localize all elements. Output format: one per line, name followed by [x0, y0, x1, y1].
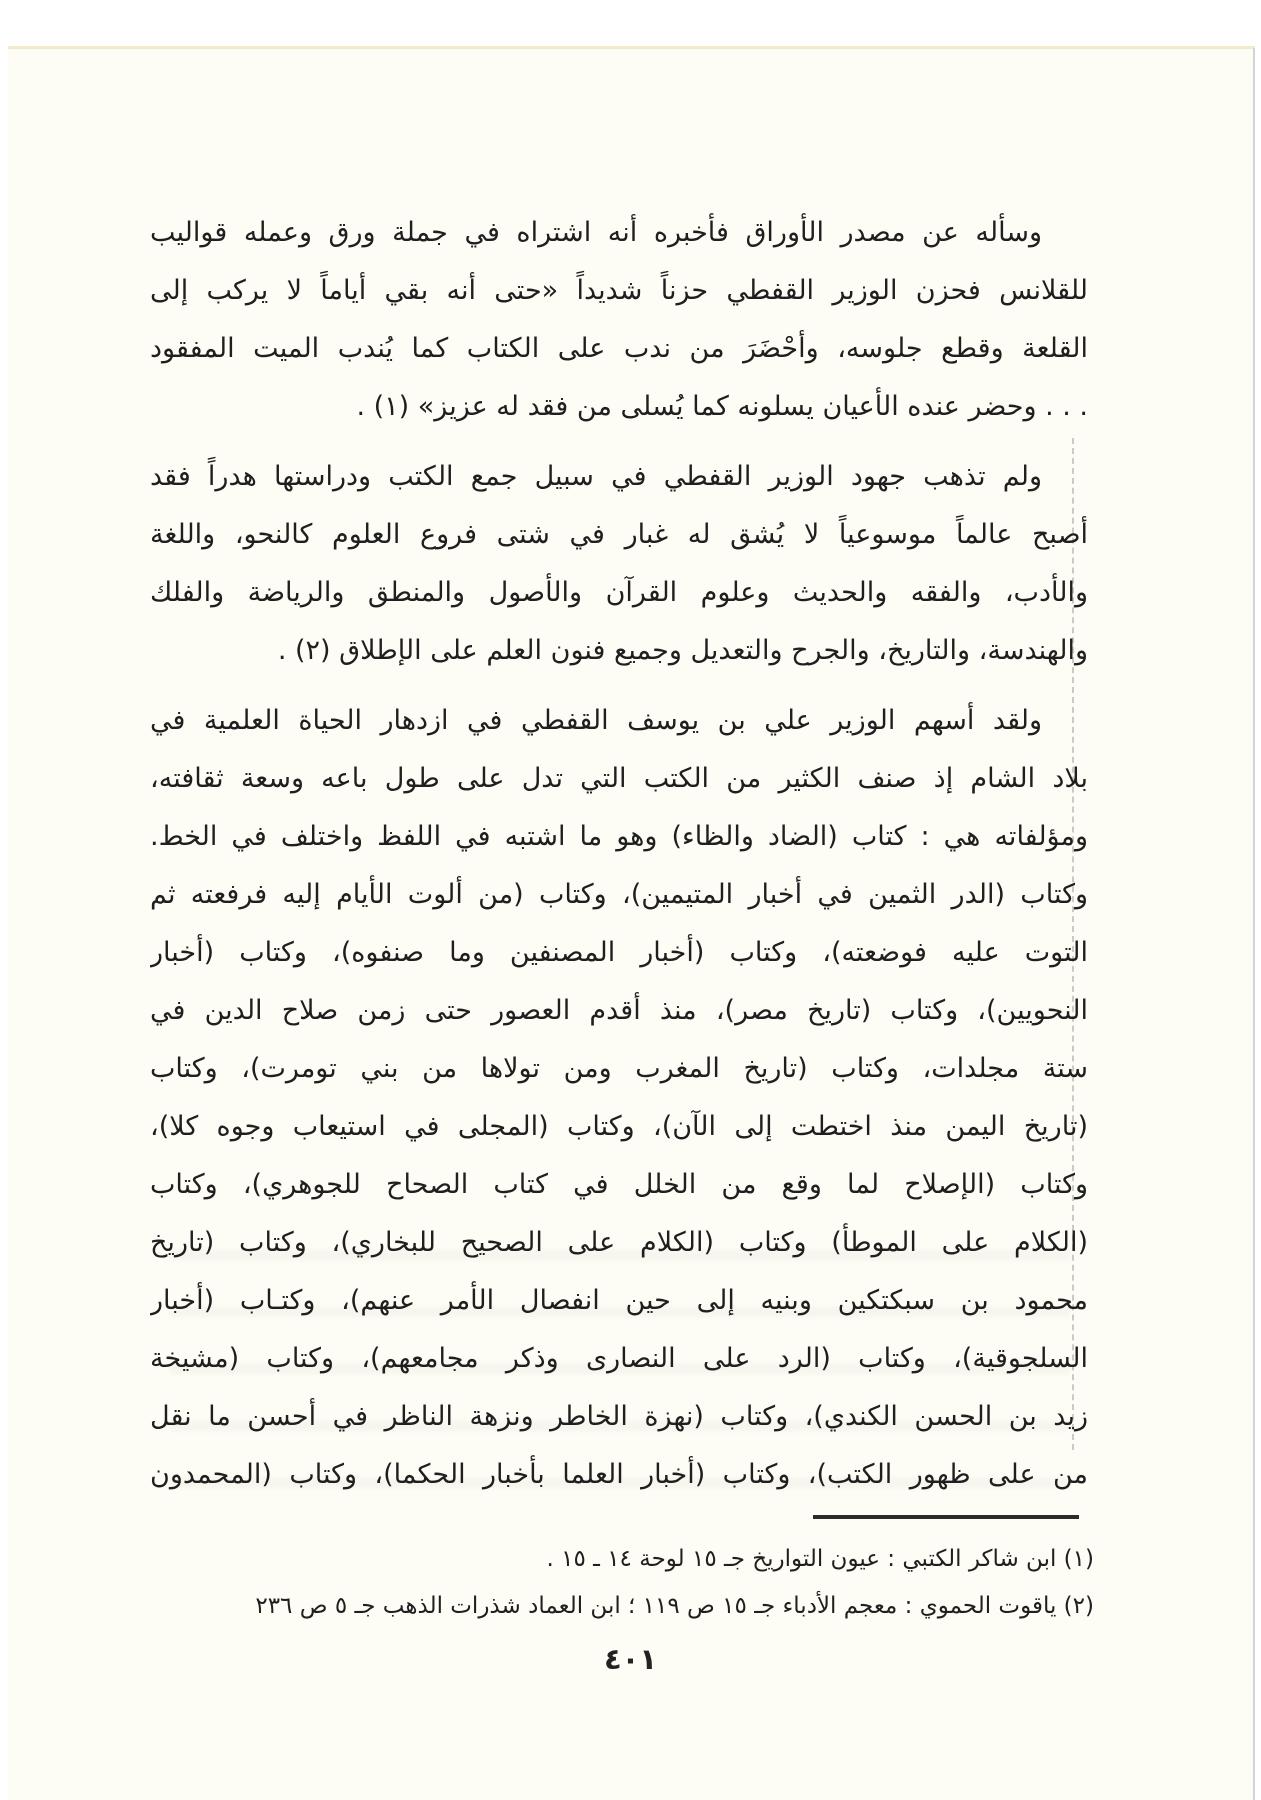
page-number: ٤٠١ — [603, 1642, 658, 1676]
body-line: والهندسة، والتاريخ، والجرح والتعديل وجميع فنون العلم على الإطلاق (٢) . — [277, 635, 1088, 666]
footnotes — [150, 1536, 1094, 1630]
body-line: ستة مجلدات، وكتاب (تاريخ المغرب ومن تولاها من بني تومرت)، وكتاب — [150, 1053, 1088, 1084]
body-line: من على ظهور الكتب)، وكتاب (أخبار العلما بأخبار الحكما)، وكتاب (المحمدون — [150, 1459, 1088, 1490]
body-line: السلجوقية)، وكتاب (الرد على النصارى وذكر مجامعهم)، وكتاب (مشيخة — [150, 1343, 1088, 1374]
page-right-edge-line — [1253, 48, 1255, 1800]
page-top-edge-line — [8, 46, 1255, 49]
paragraph — [150, 448, 1088, 680]
body-line: وكتاب (الإصلاح لما وقع من الخلل في كتاب الصحاح للجوهري)، وكتاب — [150, 1169, 1088, 1200]
body-line: ولم تذهب جهود الوزير القفطي في سبيل جمع الكتب ودراستها هدراً فقد — [150, 461, 1042, 492]
body-line: وكتاب (الدر الثمين في أخبار المتيمين)، وكتاب (من ألوت الأيام إليه فرفعته ثم — [150, 879, 1088, 910]
body-line: . . . وحضر عنده الأعيان يسلونه كما يُسلى من فقد له عزيز» (١) . — [356, 391, 1088, 422]
body-line: زيد بن الحسن الكندي)، وكتاب (نهزة الخاطر ونزهة الناظر في أحسن ما نقل — [150, 1401, 1088, 1432]
body-line: التوت عليه فوضعته)، وكتاب (أخبار المصنفين وما صنفوه)، وكتاب (أخبار — [150, 937, 1088, 968]
body-line: ولقد أسهم الوزير علي بن يوسف القفطي في ازدهار الحياة العلمية في — [150, 705, 1042, 736]
body-line: (الكلام على الموطأ) وكتاب (الكلام على الصحيح للبخاري)، وكتاب (تاريخ — [150, 1227, 1088, 1258]
body-line: للقلانس فحزن الوزير القفطي حزناً شديداً «حتى أنه بقي أياماً لا يركب إلى — [150, 275, 1088, 306]
body-line: بلاد الشام إذ صنف الكثير من الكتب التي تدل على طول باعه وسعة ثقافته، — [150, 763, 1088, 794]
body-text — [150, 204, 1088, 1504]
body-line: محمود بن سبكتكين وبنيه إلى حين انفصال الأمر عنهم)، وكتـاب (أخبار — [150, 1285, 1088, 1316]
footnote-line: (٢) ياقوت الحموي : معجم الأدباء جـ ١٥ ص ١١٩ ؛ ابن العماد شذرات الذهب جـ ٥ ص ٢٣٦ — [255, 1593, 1094, 1619]
footnote-separator-rule — [813, 1515, 1079, 1519]
body-line: ومؤلفاته هي : كتاب (الضاد والظاء) وهو ما اشتبه في اللفظ واختلف في الخط. — [150, 821, 1088, 852]
body-line: أصبح عالماً موسوعياً لا يُشق له غبار في شتى فروع العلوم كالنحو، واللغة — [150, 519, 1088, 550]
paragraph — [150, 692, 1088, 1504]
body-line: القلعة وقطع جلوسه، وأحْضَرَ من ندب على الكتاب كما يُندب الميت المفقود — [150, 333, 1088, 364]
body-line: (تاريخ اليمن منذ اختطت إلى الآن)، وكتاب (المجلى في استيعاب وجوه كلا)، — [150, 1111, 1088, 1142]
body-line: النحويين)، وكتاب (تاريخ مصر)، منذ أقدم العصور حتى زمن صلاح الدين في — [150, 995, 1088, 1026]
body-line: وسأله عن مصدر الأوراق فأخبره أنه اشتراه في جملة ورق وعمله قواليب — [150, 217, 1042, 248]
body-line: والأدب، والفقه والحديث وعلوم القرآن والأصول والمنطق والرياضة والفلك — [150, 577, 1088, 608]
footnote-line: (١) ابن شاكر الكتبي : عيون التواريخ جـ ١٥ لوحة ١٤ ـ ١٥ . — [546, 1546, 1094, 1572]
paragraph — [150, 204, 1088, 436]
